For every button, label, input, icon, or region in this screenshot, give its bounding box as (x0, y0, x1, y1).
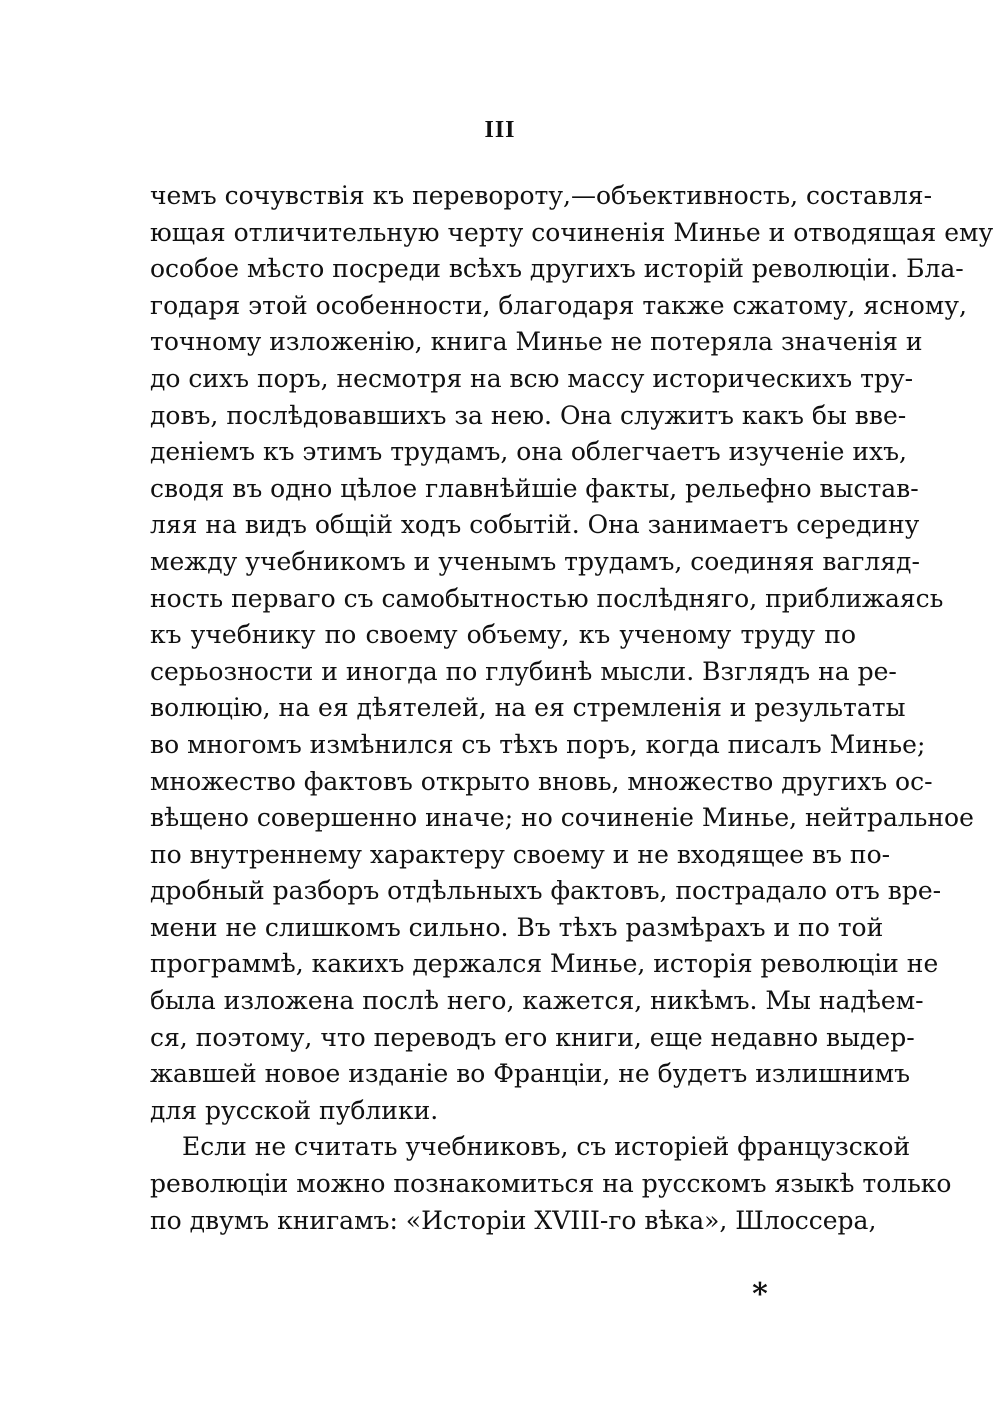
text-line: сводя въ одно цѣлое главнѣйшіе факты, рельефно выстав- (150, 473, 919, 503)
text-line: дробный разборъ отдѣльныхъ фактовъ, пострадало отъ вре- (150, 876, 942, 906)
text-line: до сихъ поръ, несмотря на всю массу историческихъ тру- (150, 363, 914, 393)
text-line: къ учебнику по своему объему, къ ученому труду по (150, 620, 856, 650)
text-line: для русской публики. (150, 1095, 439, 1125)
text-line: ющая отличительную черту сочиненія Минье и отводящая ему (150, 217, 994, 247)
text-line: мени не слишкомъ сильно. Въ тѣхъ размѣрахъ и по той (150, 912, 884, 942)
text-line: довъ, послѣдовавшихъ за нею. Она служитъ какъ бы вве- (150, 400, 907, 430)
text-line: ся, поэтому, что переводъ его книги, еще недавно выдер- (150, 1022, 915, 1052)
text-line: точному изложенію, книга Минье не потеряла значенія и (150, 327, 923, 357)
paragraph-2 (150, 1129, 952, 1239)
text-line: во многомъ измѣнился съ тѣхъ поръ, когда писалъ Минье; (150, 729, 926, 759)
signature-mark: * (752, 1277, 768, 1312)
body-text (150, 178, 994, 1239)
text-line: деніемъ къ этимъ трудамъ, она облегчаетъ изученіе ихъ, (150, 437, 907, 467)
text-line: между учебникомъ и ученымъ трудамъ, соединяя вагляд- (150, 546, 920, 576)
text-line: особое мѣсто посреди всѣхъ другихъ исторій революціи. Бла- (150, 254, 964, 284)
text-line: жавшей новое изданіе во Франціи, не будетъ излишнимъ (150, 1059, 911, 1089)
text-line: годаря этой особенности, благодаря также сжатому, ясному, (150, 290, 967, 320)
text-line: ляя на видъ общій ходъ событій. Она занимаетъ середину (150, 510, 920, 540)
text-line: по внутреннему характеру своему и не входящее въ по- (150, 839, 891, 869)
text-line: чемъ сочувствія къ перевороту,—объективность, составля- (150, 181, 933, 210)
text-line: революціи можно познакомиться на русскомъ языкѣ только (150, 1169, 952, 1199)
text-line: ность перваго съ самобытностью послѣдняго, приближаясь (150, 583, 944, 613)
text-line: серьозности и иногда по глубинѣ мысли. Взглядъ на ре- (150, 656, 897, 686)
text-line: волюцію, на ея дѣятелей, на ея стремленія и результаты (150, 693, 906, 723)
text-line: по двумъ книгамъ: «Исторіи XVIII-го вѣка», Шлоссера, (150, 1205, 877, 1235)
paragraph-1 (150, 178, 994, 1129)
text-line: вѣщено совершенно иначе; но сочиненіе Минье, нейтральное (150, 803, 974, 833)
text-line: Если не считать учебниковъ, съ исторіей французской (182, 1132, 911, 1162)
text-line: программѣ, какихъ держался Минье, исторія революціи не (150, 949, 939, 979)
text-line: множество фактовъ открыто вновь, множество другихъ ос- (150, 766, 933, 796)
text-line: была изложена послѣ него, кажется, никѣмъ. Мы надѣем- (150, 986, 924, 1016)
page-number: III (484, 117, 516, 143)
